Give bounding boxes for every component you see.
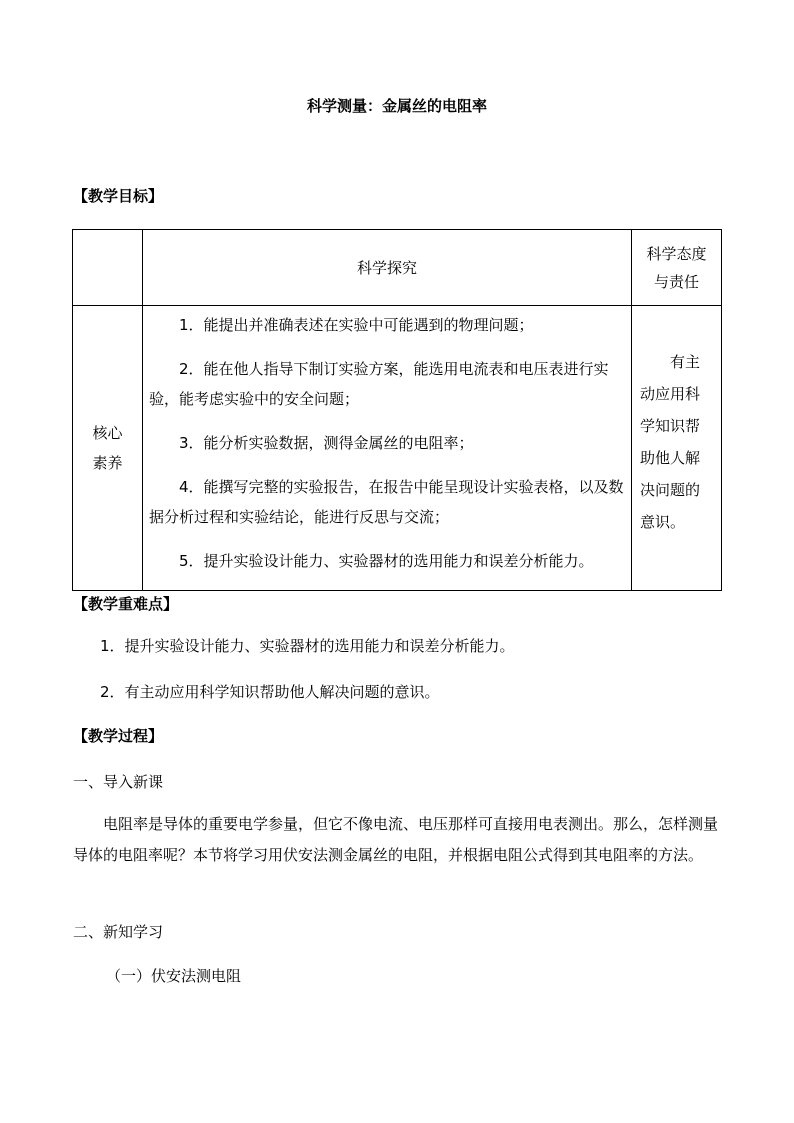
goals-heading: 【教学目标】 [73,187,164,205]
inquiry-item: 4．能撰写完整的实验报告，在报告中能呈现设计实验表格，以及数据分析过程和实验结论，能进行反思与交流； [149,478,624,526]
intro-paragraph: 电阻率是导体的重要电学参量，但它不像电流、电压那样可直接用电表测出。那么，怎样测量导体的电阻率呢？本节将学习用伏安法测金属丝的电阻，并根据电阻公式得到其电阻率的方法。 [73,815,719,864]
header-scientific-inquiry: 科学探究 [143,230,632,306]
attitude-cell [632,306,722,591]
key-points-heading: 【教学重难点】 [73,595,179,613]
core-literacy-text: 核心素养 [92,424,123,472]
attitude-text: 有主动应用科学知识帮助他人解决问题的意识。 [640,353,701,531]
inquiry-item: 3．能分析实验数据，测得金属丝的电阻率； [179,434,474,452]
inquiry-item: 2．能在他人指导下制订实验方案，能选用电流表和电压表进行实验，能考虑实验中的安全问题； [149,360,609,408]
key-point-item: 1．提升实验设计能力、实验器材的选用能力和误差分析能力。 [100,637,515,655]
part2-heading: 二、新知学习 [73,923,164,941]
inquiry-items-cell [143,306,632,591]
header-scientific-attitude [632,230,722,306]
goals-table [72,229,722,591]
core-literacy-label [73,306,143,591]
inquiry-item: 5．提升实验设计能力、实验器材的选用能力和误差分析能力。 [179,552,594,570]
sub1-heading: （一）伏安法测电阻 [106,967,242,985]
goals-table-empty-cell [73,230,143,306]
key-point-item: 2．有主动应用科学知识帮助他人解决问题的意识。 [100,683,440,701]
process-heading: 【教学过程】 [73,727,164,745]
document-title: 科学测量：金属丝的电阻率 [306,97,487,115]
inquiry-item: 1．能提出并准确表述在实验中可能遇到的物理问题； [179,316,534,334]
header-attitude-text: 科学态度与责任 [646,244,707,291]
part1-heading: 一、导入新课 [73,773,164,791]
